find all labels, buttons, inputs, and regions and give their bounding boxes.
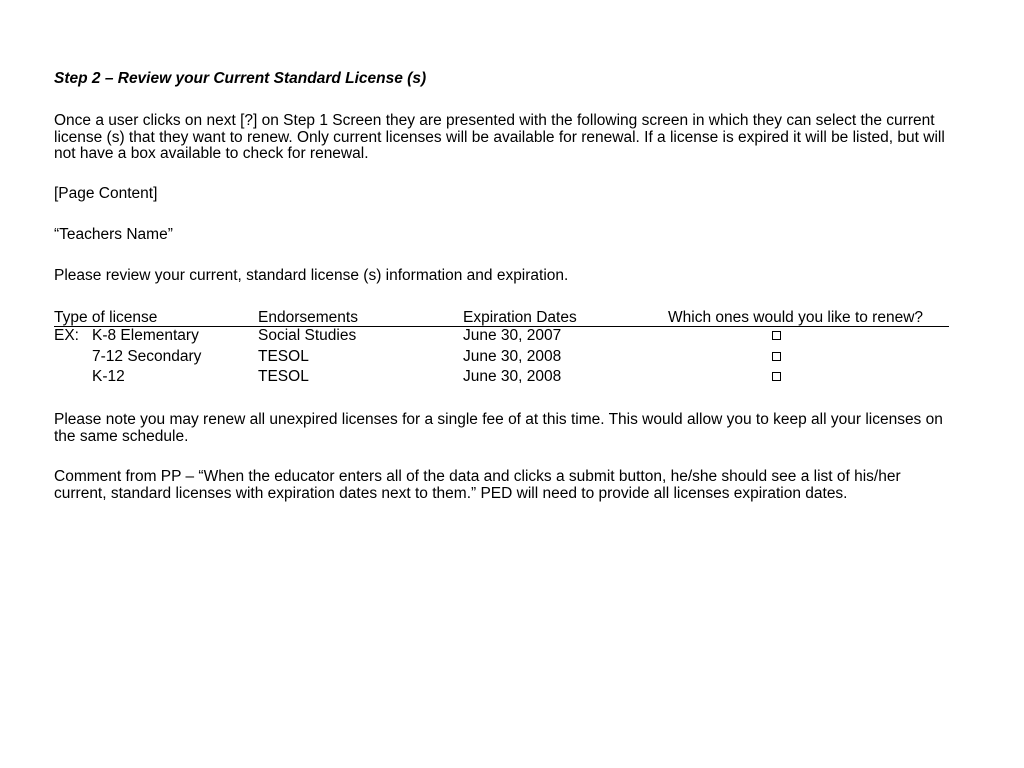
- endorsement: TESOL: [258, 368, 309, 385]
- step-heading: Step 2 – Review your Current Standard License (s): [54, 70, 427, 87]
- endorsement: TESOL: [258, 347, 309, 365]
- table-row: [54, 327, 949, 348]
- license-table-header: [54, 309, 949, 327]
- header-type-of-license: Type of license: [54, 309, 158, 326]
- fee-note: Please note you may renew all unexpired licenses for a single fee of at this time. This would allow you to keep all your licenses on the same schedule.: [54, 411, 943, 445]
- review-prompt: Please review your current, standard license (s) information and expiration.: [54, 267, 569, 284]
- page-content-label: [Page Content]: [54, 185, 158, 202]
- teacher-name: “Teachers Name”: [54, 226, 173, 243]
- row-prefix: EX:: [54, 327, 79, 344]
- table-row: [54, 368, 949, 389]
- expiration-date: June 30, 2008: [463, 347, 562, 365]
- license-table: [54, 309, 949, 389]
- header-endorsements: Endorsements: [258, 309, 358, 326]
- header-expiration-dates: Expiration Dates: [463, 309, 577, 326]
- renew-checkbox[interactable]: [772, 372, 781, 381]
- endorsement: Social Studies: [258, 327, 357, 344]
- table-row: [54, 348, 949, 369]
- renew-checkbox[interactable]: [772, 352, 781, 361]
- pp-comment: Comment from PP – “When the educator enters all of the data and clicks a submit button, he/she should see a list of his/her current, standard licenses with expiration dates next to them.” PED will need to provide all licenses expiration dates.: [54, 468, 901, 502]
- license-type: K-12: [92, 368, 125, 385]
- renew-checkbox[interactable]: [772, 331, 781, 340]
- license-type: K-8 Elementary: [92, 327, 199, 344]
- intro-paragraph: Once a user clicks on next [?] on Step 1 Screen they are presented with the following screen in which they can select the current license (s) that they want to renew. Only current licenses will be available for renewal. If a license is expired it will be listed, but will not have a box available to check for renewal.: [54, 112, 945, 162]
- license-type: 7-12 Secondary: [92, 347, 202, 365]
- header-renew: Which ones would you like to renew?: [668, 309, 924, 326]
- expiration-date: June 30, 2008: [463, 368, 562, 385]
- expiration-date: June 30, 2007: [463, 327, 562, 344]
